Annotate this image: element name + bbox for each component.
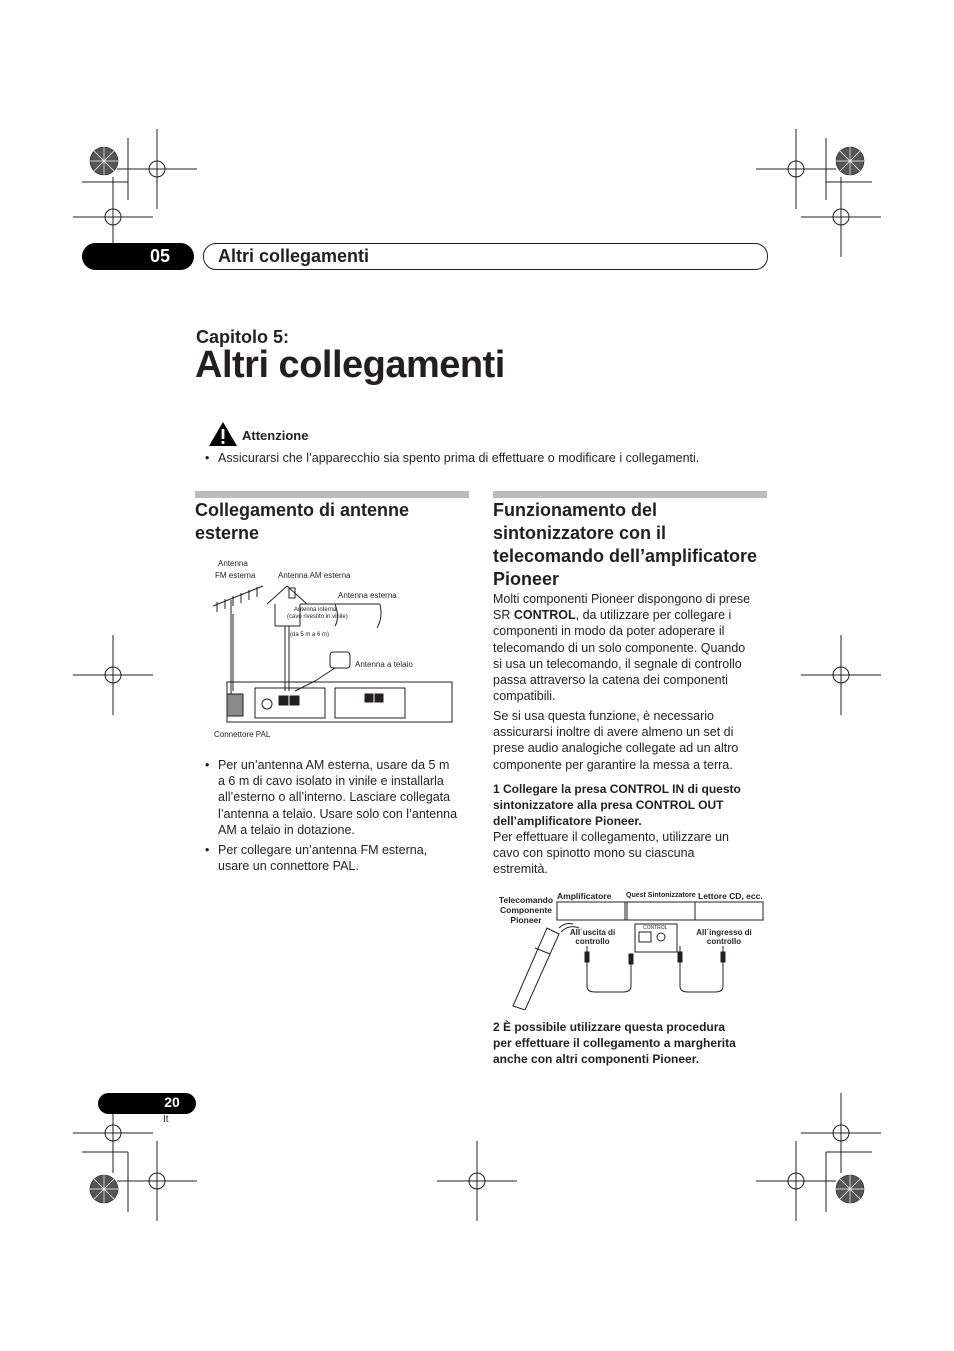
paragraph-sr-control: Molti componenti Pioneer dispongono di prese SR CONTROL, da utilizzare per collegare i componenti in modo da poter adoperare il telecomando di un solo componente. Quando si usa un telecomando, il segnale di controllo passa attraverso la catena dei componenti compatibili.: [493, 592, 751, 704]
label-control-jack: CONTROL: [643, 925, 668, 931]
label-indoor-antenna-1: Antenna interna: [294, 607, 337, 613]
label-tuner: Quest Sintonizzatore: [626, 892, 696, 899]
section-divider-left: [195, 491, 469, 498]
section-title-antennas: Collegamento di antenne esterne: [195, 500, 410, 543]
chapter-number: 05: [150, 246, 171, 266]
label-indoor-antenna-2: (cavo rivestito in vinile): [287, 614, 348, 620]
label-cd-player: Lettore CD, ecc.: [698, 891, 763, 901]
chapter-title: Altri collegamenti: [195, 344, 505, 386]
bullet-fm-antenna: Per collegare un’antenna FM esterna, usare un connettore PAL.: [218, 843, 428, 874]
label-control-in: All´ingresso di controllo: [696, 928, 752, 946]
label-remote: Telecomando Componente Pioneer: [498, 895, 554, 925]
bullet-dot: •: [205, 758, 210, 772]
label-loop-antenna: Antenna a telaio: [355, 660, 413, 669]
bullet-dot: •: [205, 451, 210, 465]
step-2-heading: 2 È possibile utilizzare questa procedura per effettuare il collegamento a margherita anche con altri componenti Pioneer.: [493, 1020, 736, 1066]
bullet-dot: •: [205, 843, 210, 857]
control-diagram: [495, 888, 767, 1010]
page-number: 20: [164, 1094, 180, 1110]
label-amplifier: Amplificatore: [557, 891, 612, 901]
paragraph-ground: Se si usa questa funzione, è necessario assicurarsi inoltre di avere almeno un set di prese audio analogiche collegate ad un altro componente per garantire la messa a terra.: [493, 709, 739, 772]
warning-triangle-icon: [208, 421, 238, 447]
step-1-text: Per effettuare il collegamento, utilizzare un cavo con spinotto mono su ciascuna estremità.: [493, 830, 730, 877]
header-title: Altri collegamenti: [218, 246, 370, 266]
label-fm-antenna-1: Antenna: [218, 559, 248, 568]
section-divider-right: [493, 491, 767, 498]
chapter-label: Capitolo 5:: [196, 327, 289, 347]
antenna-diagram: [205, 556, 465, 746]
label-control-out: All´uscita di controllo: [569, 928, 616, 946]
label-outdoor-antenna: Antenna esterna: [338, 591, 397, 600]
label-pal-connector: Connettore PAL: [214, 730, 271, 739]
warning-title: Attenzione: [242, 428, 309, 443]
step-1-heading: 1 Collegare la presa CONTROL IN di questo sintonizzatore alla presa CONTROL OUT dell’amplificatore Pioneer.: [493, 782, 741, 828]
warning-text: Assicurarsi che l’apparecchio sia spento prima di effettuare o modificare i collegamenti.: [218, 451, 700, 465]
section-title-remote: Funzionamento del sintonizzatore con il telecomando dell’amplificatore Pioneer: [493, 500, 758, 589]
antenna-diagram-drawing: [205, 556, 465, 746]
label-am-antenna: Antenna AM esterna: [278, 571, 351, 580]
label-fm-antenna-2: FM esterna: [215, 571, 256, 580]
page-language: It: [163, 1114, 169, 1125]
label-cable-length: (da 5 m a 6 m): [290, 632, 330, 638]
bullet-am-antenna: Per un’antenna AM esterna, usare da 5 m a 6 m di cavo isolato in vinile e installarla all’esterno o all’interno. Lasciare collegata l’antenna a telaio. Usare solo con l’antenna AM a telaio in dotazione.: [218, 758, 458, 837]
